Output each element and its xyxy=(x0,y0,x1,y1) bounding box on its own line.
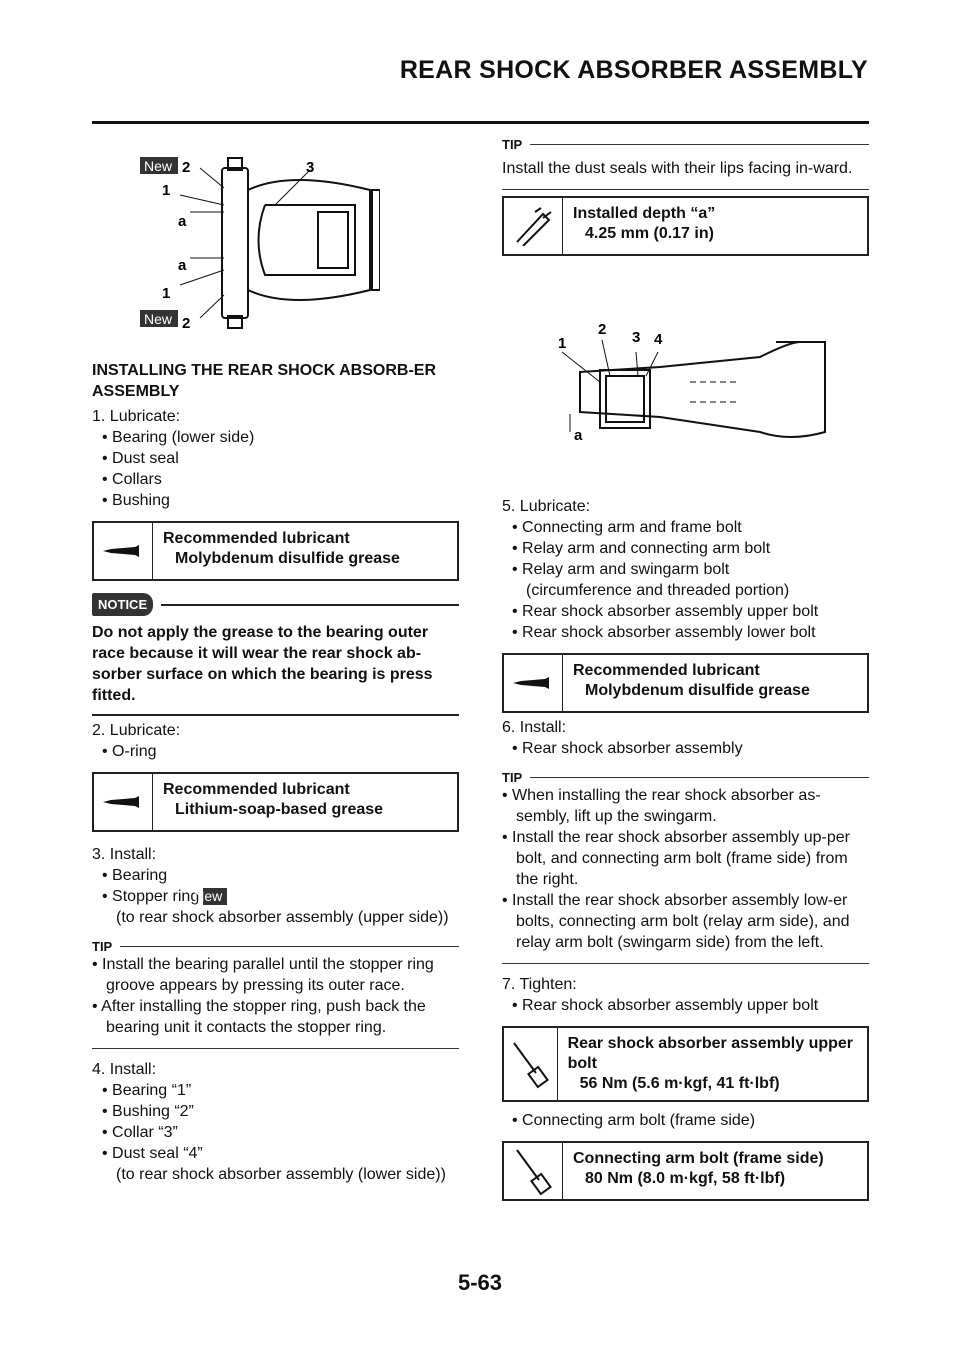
spec-box xyxy=(92,772,459,832)
step-head: 4. Install: xyxy=(92,1061,157,1078)
tip-item: • Install the rear shock absorber assembly up-per bolt, and connecting arm bolt (frame side) from the right. xyxy=(502,829,850,888)
spec-label: Recommended lubricant xyxy=(573,662,760,679)
step-head: 5. Lubricate: xyxy=(502,498,591,515)
figure-label: 1 xyxy=(558,335,567,352)
step-5 xyxy=(502,496,869,643)
spec-value: 80 Nm (8.0 m·kgf, 58 ft·lbf) xyxy=(585,1170,786,1187)
figure-label: 1 xyxy=(162,285,171,302)
caliper-icon xyxy=(504,198,563,254)
spec-box xyxy=(92,521,459,581)
torque-wrench-icon xyxy=(504,1028,558,1100)
figure-label: a xyxy=(574,427,583,444)
spec-label: Connecting arm bolt (frame side) xyxy=(573,1150,824,1167)
figure-label: 2 xyxy=(182,315,191,332)
step-4 xyxy=(92,1059,459,1185)
tip-item: • After installing the stopper ring, push back the bearing unit it contacts the stopper ring. xyxy=(92,998,426,1036)
spec-label: Recommended lubricant xyxy=(163,781,350,798)
new-badge-text: New xyxy=(144,311,173,327)
tip-item: • Install the rear shock absorber assembly low-er bolts, connecting arm bolt (relay arm side), and relay arm bolt (swingarm side) from the left. xyxy=(502,892,850,951)
grease-gun-icon xyxy=(504,655,563,711)
step-head: 6. Install: xyxy=(502,719,567,736)
tip-header: TIP xyxy=(92,938,459,954)
step-6 xyxy=(502,717,869,759)
list-item: • Rear shock absorber assembly lower bolt xyxy=(512,624,816,641)
list-item: • Collars xyxy=(102,471,162,488)
list-item: • Bearing xyxy=(102,867,168,884)
figure-label: a xyxy=(178,213,187,230)
right-column-bottom xyxy=(502,496,869,1201)
list-item: • Connecting arm and frame bolt xyxy=(512,519,742,536)
tip-item: • Install the bearing parallel until the stopper ring groove appears by pressing its outer race. xyxy=(92,956,434,994)
right-column-top xyxy=(502,136,869,256)
new-badge: New xyxy=(203,888,227,905)
grease-gun-icon xyxy=(94,523,153,579)
step-1 xyxy=(92,406,459,511)
page-title: REAR SHOCK ABSORBER ASSEMBLY xyxy=(399,56,868,84)
step-7 xyxy=(502,974,869,1016)
figure-label: a xyxy=(178,257,187,274)
list-item: • Relay arm and connecting arm bolt xyxy=(512,540,771,557)
list-item-cont: (to rear shock absorber assembly (lower side)) xyxy=(116,1166,446,1183)
title-rule xyxy=(92,121,869,124)
step-head: 7. Tighten: xyxy=(502,976,577,993)
list-item: • Stopper ringNew xyxy=(102,886,459,907)
step-head: 2. Lubricate: xyxy=(92,722,181,739)
list-item-cont: (circumference and threaded portion) xyxy=(526,582,790,599)
spec-box xyxy=(502,1026,869,1102)
list-item: • O-ring xyxy=(102,743,157,760)
figure-label: 1 xyxy=(162,182,171,199)
spec-value: 4.25 mm (0.17 in) xyxy=(585,225,714,242)
dust-seal-figure xyxy=(540,312,840,472)
list-item: • Rear shock absorber assembly xyxy=(512,740,743,757)
spec-box xyxy=(502,1141,869,1201)
list-item: • Rear shock absorber assembly upper bolt xyxy=(512,603,819,620)
list-item: • Bushing xyxy=(102,492,170,509)
spec-label: Recommended lubricant xyxy=(163,530,350,547)
tip-header: TIP xyxy=(502,136,869,152)
grease-gun-icon xyxy=(94,774,153,830)
figure-label: 2 xyxy=(182,159,191,176)
spec-box xyxy=(502,653,869,713)
left-column xyxy=(92,360,459,1185)
spec-value: 56 Nm (5.6 m·kgf, 41 ft·lbf) xyxy=(579,1075,780,1092)
new-badge-text: New xyxy=(144,158,173,174)
figure-label: 3 xyxy=(306,159,315,176)
tip-header: TIP xyxy=(502,769,869,785)
list-item: • Collar “3” xyxy=(102,1124,178,1141)
notice-header xyxy=(92,593,459,616)
step-head: 3. Install: xyxy=(92,846,157,863)
spec-box xyxy=(502,196,869,256)
section-title: INSTALLING THE REAR SHOCK ABSORB-ER ASSEMBLY xyxy=(92,362,436,400)
notice-text: Do not apply the grease to the bearing outer race because it will wear the rear shock ab-sorber surface on which the bearing is press fitted. xyxy=(92,624,433,704)
figure-label: 4 xyxy=(654,331,663,348)
tip-text: Install the dust seals with their lips facing in-ward. xyxy=(502,160,853,177)
list-item: • Dust seal “4” xyxy=(102,1145,203,1162)
step-3 xyxy=(92,844,459,928)
figure-label: 3 xyxy=(632,329,641,346)
list-item: • Relay arm and swingarm bolt xyxy=(512,561,730,578)
tip-item: • When installing the rear shock absorber as-sembly, lift up the swingarm. xyxy=(502,787,821,825)
torque-wrench-icon xyxy=(504,1143,563,1199)
figure-label: 2 xyxy=(598,321,607,338)
bearing-install-figure xyxy=(140,150,380,340)
spec-label: Installed depth “a” xyxy=(573,205,716,222)
list-item: • Rear shock absorber assembly upper bolt xyxy=(512,997,819,1014)
spec-label: Rear shock absorber assembly upper bolt xyxy=(567,1035,854,1072)
step-2 xyxy=(92,720,459,762)
spec-value: Molybdenum disulfide grease xyxy=(175,550,400,567)
list-item-cont: (to rear shock absorber assembly (upper side)) xyxy=(116,909,449,926)
list-item: • Connecting arm bolt (frame side) xyxy=(512,1112,756,1129)
step-head: 1. Lubricate: xyxy=(92,408,181,425)
page-number: 5-63 xyxy=(457,1270,503,1295)
list-item: • Bushing “2” xyxy=(102,1103,194,1120)
list-item: • Dust seal xyxy=(102,450,179,467)
list-item: • Bearing “1” xyxy=(102,1082,192,1099)
spec-value: Molybdenum disulfide grease xyxy=(585,682,810,699)
list-item: • Bearing (lower side) xyxy=(102,429,255,446)
spec-value: Lithium-soap-based grease xyxy=(175,801,384,818)
notice-tag: NOTICE xyxy=(92,593,153,616)
